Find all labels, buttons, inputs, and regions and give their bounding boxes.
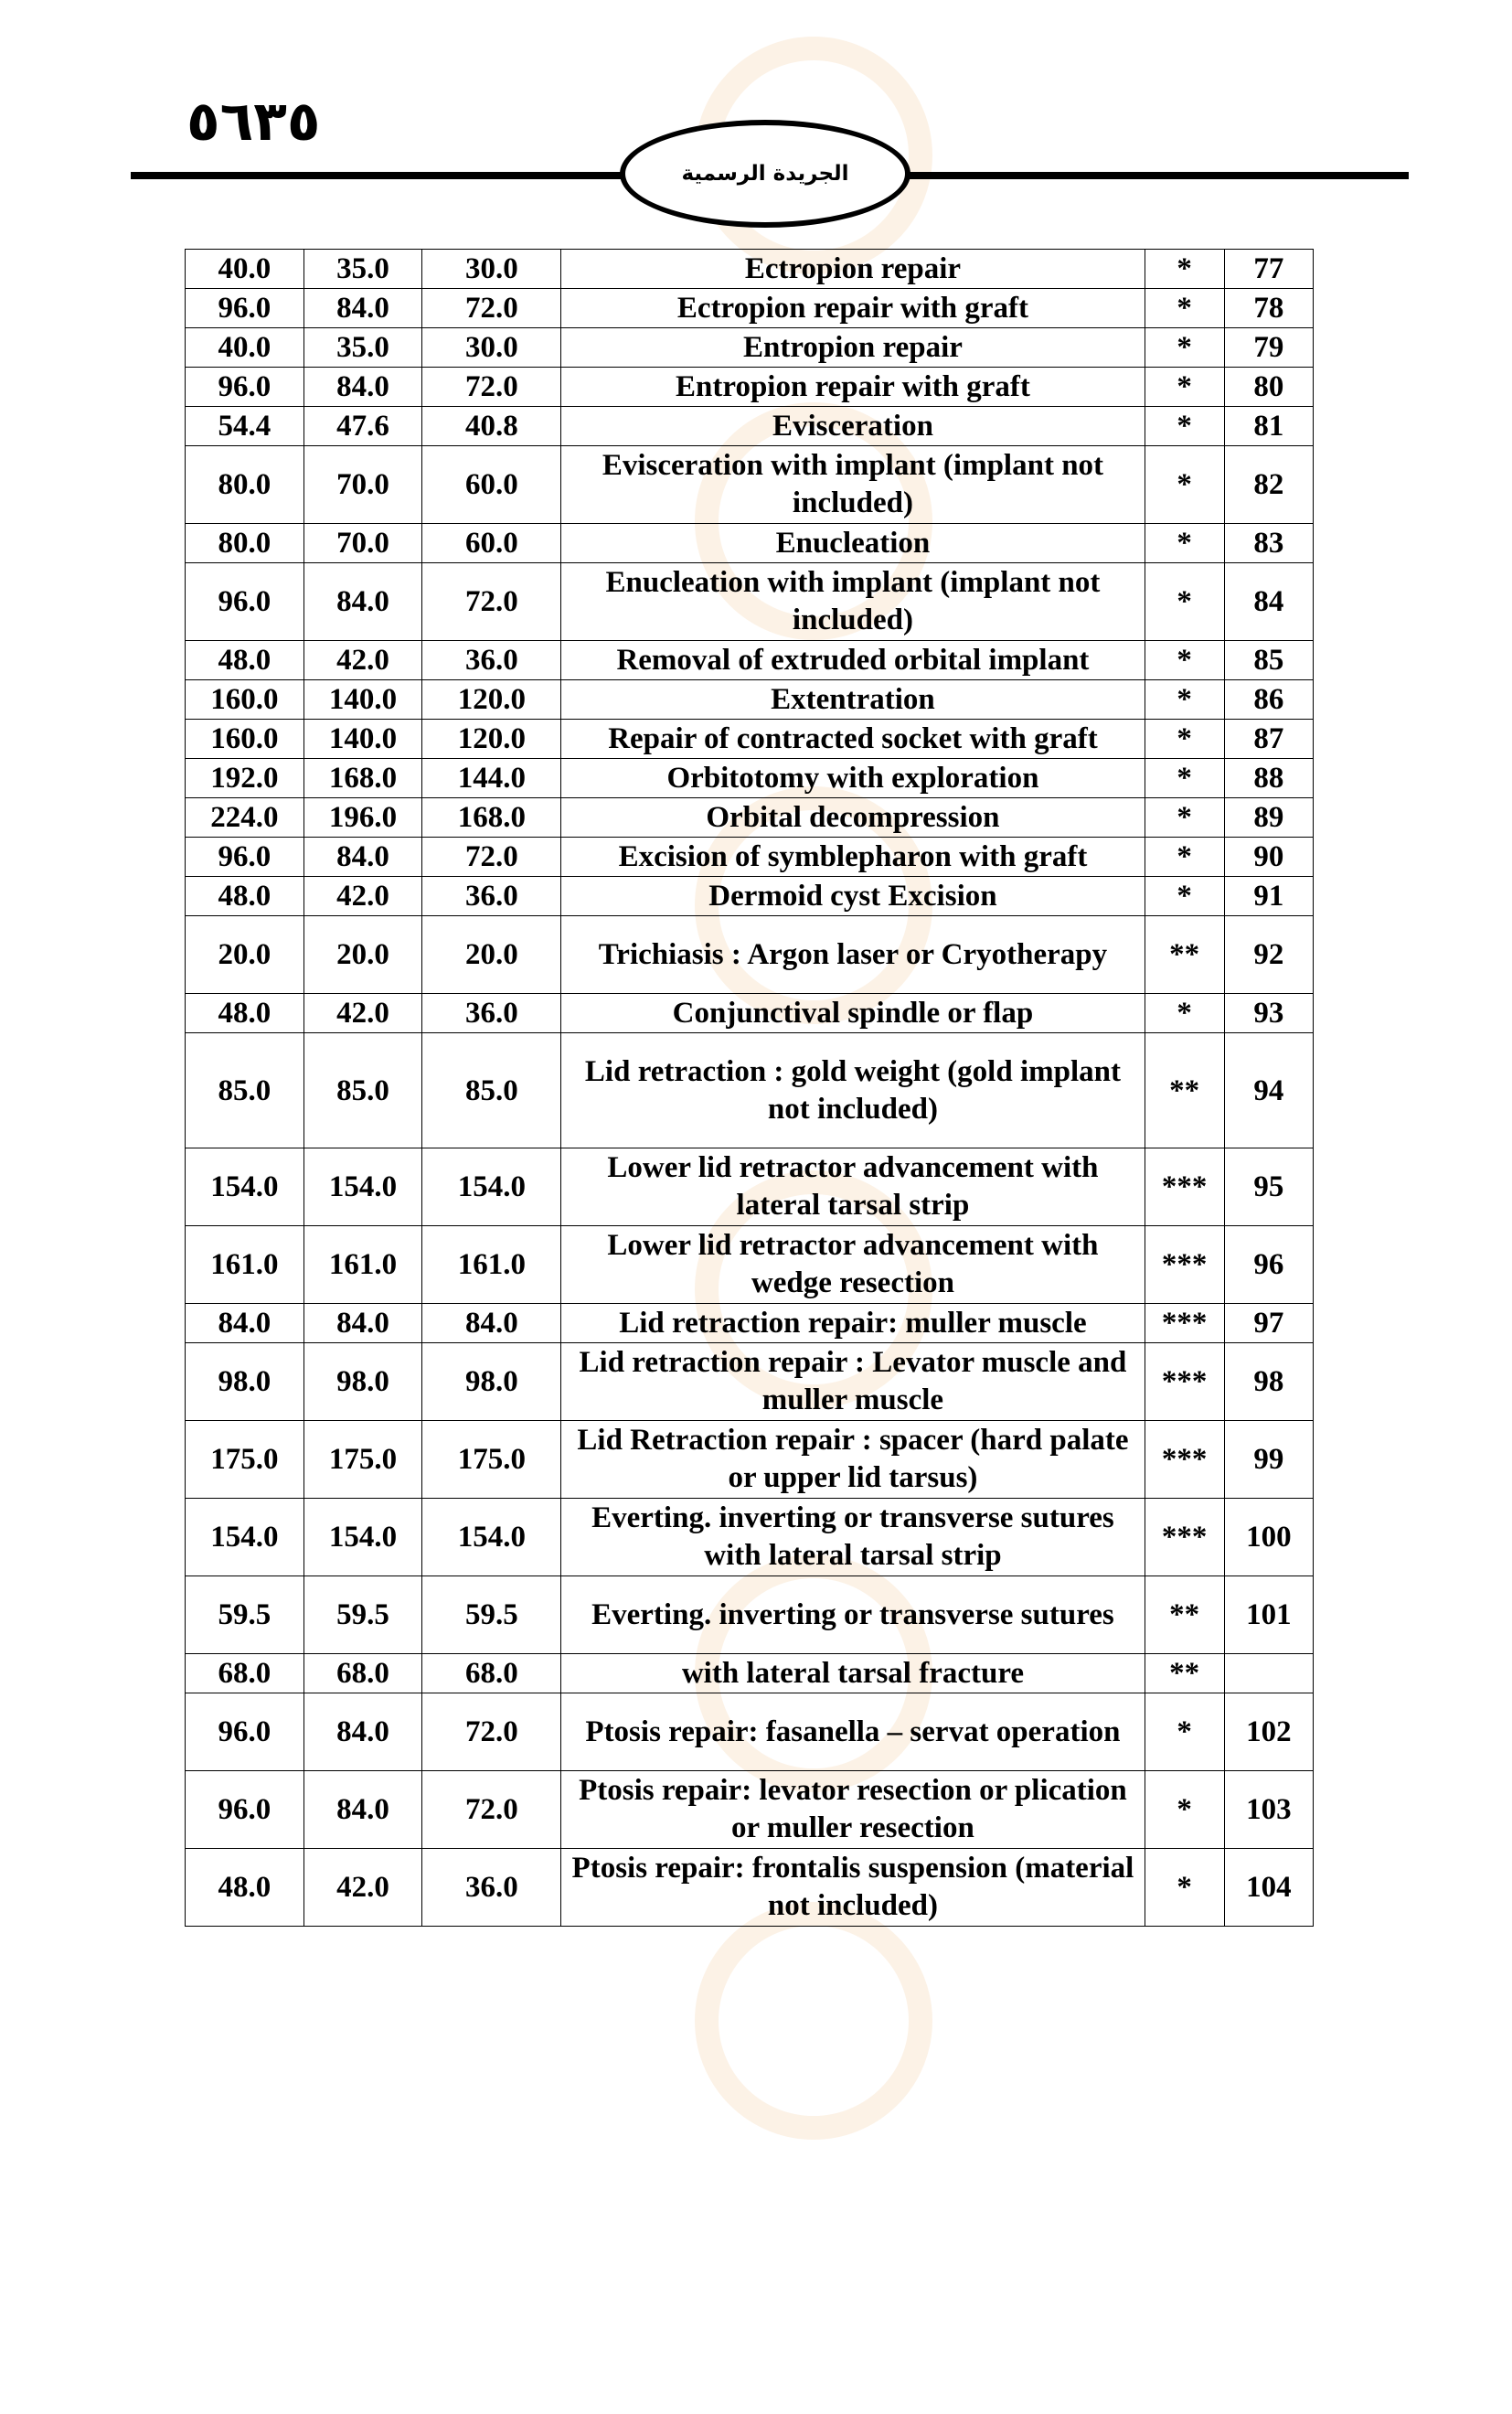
fee-cell-2: 168.0	[303, 759, 422, 798]
table-row	[186, 994, 1314, 1033]
category-mark: *	[1145, 524, 1224, 563]
table-row	[186, 1148, 1314, 1226]
item-number: 93	[1224, 994, 1313, 1033]
item-number: 82	[1224, 446, 1313, 524]
fee-cell-1: 192.0	[186, 759, 304, 798]
fee-cell-1: 96.0	[186, 368, 304, 407]
fee-cell-2: 42.0	[303, 1849, 422, 1927]
category-mark: *	[1145, 1693, 1224, 1771]
fee-cell-2: 196.0	[303, 798, 422, 838]
fee-table	[185, 249, 1314, 1927]
category-mark: **	[1145, 1654, 1224, 1693]
category-mark: *	[1145, 759, 1224, 798]
fee-cell-1: 68.0	[186, 1654, 304, 1693]
table-row	[186, 1693, 1314, 1771]
watermark-logo	[475, 1902, 1024, 2414]
fee-cell-2: 84.0	[303, 1771, 422, 1849]
fee-cell-3: 72.0	[422, 1771, 561, 1849]
fee-cell-2: 84.0	[303, 368, 422, 407]
fee-cell-3: 72.0	[422, 563, 561, 641]
fee-table-body	[186, 250, 1314, 1927]
fee-cell-2: 84.0	[303, 838, 422, 877]
fee-cell-2: 47.6	[303, 407, 422, 446]
category-mark: *	[1145, 641, 1224, 680]
procedure-name: Lid retraction repair: muller muscle	[561, 1304, 1145, 1343]
item-number: 102	[1224, 1693, 1313, 1771]
category-mark: *	[1145, 1849, 1224, 1927]
fee-cell-1: 175.0	[186, 1421, 304, 1499]
fee-cell-2: 154.0	[303, 1499, 422, 1576]
fee-cell-2: 20.0	[303, 916, 422, 994]
fee-cell-1: 59.5	[186, 1576, 304, 1654]
procedure-name: Lid retraction : gold weight (gold implant not included)	[561, 1033, 1145, 1148]
procedure-name: Ptosis repair: frontalis suspension (material not included)	[561, 1849, 1145, 1927]
fee-cell-3: 60.0	[422, 446, 561, 524]
item-number: 85	[1224, 641, 1313, 680]
table-row	[186, 1771, 1314, 1849]
fee-cell-2: 154.0	[303, 1148, 422, 1226]
item-number: 104	[1224, 1849, 1313, 1927]
procedure-name: Enucleation	[561, 524, 1145, 563]
item-number: 77	[1224, 250, 1313, 289]
fee-cell-3: 72.0	[422, 368, 561, 407]
fee-cell-3: 85.0	[422, 1033, 561, 1148]
table-row	[186, 407, 1314, 446]
fee-cell-1: 48.0	[186, 994, 304, 1033]
fee-cell-2: 85.0	[303, 1033, 422, 1148]
fee-cell-3: 161.0	[422, 1226, 561, 1304]
fee-cell-1: 84.0	[186, 1304, 304, 1343]
item-number: 83	[1224, 524, 1313, 563]
table-row	[186, 328, 1314, 368]
item-number: 90	[1224, 838, 1313, 877]
fee-cell-1: 96.0	[186, 563, 304, 641]
category-mark: *	[1145, 407, 1224, 446]
item-number	[1224, 1654, 1313, 1693]
fee-cell-1: 96.0	[186, 1693, 304, 1771]
item-number: 97	[1224, 1304, 1313, 1343]
category-mark: *	[1145, 446, 1224, 524]
procedure-name: Ectropion repair with graft	[561, 289, 1145, 328]
fee-cell-1: 160.0	[186, 680, 304, 720]
fee-cell-1: 80.0	[186, 524, 304, 563]
fee-cell-2: 161.0	[303, 1226, 422, 1304]
fee-cell-1: 96.0	[186, 289, 304, 328]
category-mark: *	[1145, 328, 1224, 368]
item-number: 96	[1224, 1226, 1313, 1304]
table-row	[186, 720, 1314, 759]
procedure-name: Repair of contracted socket with graft	[561, 720, 1145, 759]
fee-cell-2: 175.0	[303, 1421, 422, 1499]
table-row	[186, 641, 1314, 680]
item-number: 84	[1224, 563, 1313, 641]
item-number: 101	[1224, 1576, 1313, 1654]
fee-cell-3: 20.0	[422, 916, 561, 994]
fee-cell-1: 98.0	[186, 1343, 304, 1421]
fee-cell-3: 36.0	[422, 1849, 561, 1927]
fee-cell-2: 70.0	[303, 524, 422, 563]
category-mark: *	[1145, 994, 1224, 1033]
fee-cell-2: 68.0	[303, 1654, 422, 1693]
fee-cell-3: 59.5	[422, 1576, 561, 1654]
item-number: 98	[1224, 1343, 1313, 1421]
category-mark: ***	[1145, 1343, 1224, 1421]
table-row	[186, 877, 1314, 916]
table-row	[186, 680, 1314, 720]
table-row	[186, 1033, 1314, 1148]
table-row	[186, 759, 1314, 798]
item-number: 100	[1224, 1499, 1313, 1576]
table-row	[186, 1849, 1314, 1927]
category-mark: *	[1145, 877, 1224, 916]
procedure-name: Excision of symblepharon with graft	[561, 838, 1145, 877]
procedure-name: Lower lid retractor advancement with lateral tarsal strip	[561, 1148, 1145, 1226]
procedure-name: Ectropion repair	[561, 250, 1145, 289]
procedure-name: Ptosis repair: levator resection or plication or muller resection	[561, 1771, 1145, 1849]
category-mark: ***	[1145, 1421, 1224, 1499]
fee-cell-1: 154.0	[186, 1148, 304, 1226]
fee-cell-2: 84.0	[303, 563, 422, 641]
category-mark: ***	[1145, 1304, 1224, 1343]
fee-cell-3: 36.0	[422, 877, 561, 916]
fee-cell-3: 98.0	[422, 1343, 561, 1421]
procedure-name: Trichiasis : Argon laser or Cryotherapy	[561, 916, 1145, 994]
procedure-name: Lid retraction repair : Levator muscle and muller muscle	[561, 1343, 1145, 1421]
fee-cell-1: 48.0	[186, 641, 304, 680]
fee-cell-1: 20.0	[186, 916, 304, 994]
fee-cell-3: 154.0	[422, 1148, 561, 1226]
fee-cell-1: 161.0	[186, 1226, 304, 1304]
table-row	[186, 838, 1314, 877]
item-number: 87	[1224, 720, 1313, 759]
fee-cell-3: 72.0	[422, 838, 561, 877]
item-number: 95	[1224, 1148, 1313, 1226]
procedure-name: Orbital decompression	[561, 798, 1145, 838]
table-row	[186, 1226, 1314, 1304]
fee-cell-2: 140.0	[303, 720, 422, 759]
procedure-name: Everting. inverting or transverse sutures with lateral tarsal strip	[561, 1499, 1145, 1576]
item-number: 86	[1224, 680, 1313, 720]
fee-cell-2: 42.0	[303, 877, 422, 916]
category-mark: **	[1145, 916, 1224, 994]
category-mark: **	[1145, 1576, 1224, 1654]
procedure-name: Entropion repair with graft	[561, 368, 1145, 407]
fee-cell-3: 72.0	[422, 1693, 561, 1771]
fee-cell-3: 120.0	[422, 680, 561, 720]
category-mark: *	[1145, 368, 1224, 407]
item-number: 80	[1224, 368, 1313, 407]
procedure-name: Enucleation with implant (implant not included)	[561, 563, 1145, 641]
fee-cell-1: 48.0	[186, 877, 304, 916]
item-number: 89	[1224, 798, 1313, 838]
fee-cell-3: 36.0	[422, 641, 561, 680]
procedure-name: Dermoid cyst Excision	[561, 877, 1145, 916]
fee-cell-3: 68.0	[422, 1654, 561, 1693]
table-row	[186, 1304, 1314, 1343]
procedure-name: Evisceration with implant (implant not included)	[561, 446, 1145, 524]
fee-cell-3: 40.8	[422, 407, 561, 446]
fee-cell-2: 42.0	[303, 994, 422, 1033]
item-number: 91	[1224, 877, 1313, 916]
page-number: ٥٦٣٥	[186, 90, 321, 154]
fee-cell-2: 84.0	[303, 1304, 422, 1343]
category-mark: *	[1145, 798, 1224, 838]
fee-cell-1: 224.0	[186, 798, 304, 838]
procedure-name: Extentration	[561, 680, 1145, 720]
procedure-name: with lateral tarsal fracture	[561, 1654, 1145, 1693]
category-mark: *	[1145, 250, 1224, 289]
fee-cell-3: 168.0	[422, 798, 561, 838]
procedure-name: Everting. inverting or transverse sutures	[561, 1576, 1145, 1654]
fee-cell-2: 42.0	[303, 641, 422, 680]
fee-cell-1: 48.0	[186, 1849, 304, 1927]
fee-cell-3: 84.0	[422, 1304, 561, 1343]
fee-cell-1: 40.0	[186, 250, 304, 289]
fee-cell-2: 140.0	[303, 680, 422, 720]
fee-cell-2: 35.0	[303, 328, 422, 368]
procedure-name: Orbitotomy with exploration	[561, 759, 1145, 798]
table-row	[186, 1654, 1314, 1693]
table-row	[186, 1421, 1314, 1499]
item-number: 88	[1224, 759, 1313, 798]
fee-cell-3: 36.0	[422, 994, 561, 1033]
item-number: 92	[1224, 916, 1313, 994]
table-row	[186, 446, 1314, 524]
fee-cell-1: 96.0	[186, 838, 304, 877]
item-number: 78	[1224, 289, 1313, 328]
table-row	[186, 289, 1314, 328]
fee-cell-3: 30.0	[422, 328, 561, 368]
gazette-title-oval	[620, 120, 910, 228]
table-row	[186, 563, 1314, 641]
procedure-name: Lid Retraction repair : spacer (hard palate or upper lid tarsus)	[561, 1421, 1145, 1499]
item-number: 79	[1224, 328, 1313, 368]
category-mark: *	[1145, 720, 1224, 759]
item-number: 103	[1224, 1771, 1313, 1849]
category-mark: ***	[1145, 1226, 1224, 1304]
category-mark: *	[1145, 1771, 1224, 1849]
fee-cell-1: 160.0	[186, 720, 304, 759]
item-number: 94	[1224, 1033, 1313, 1148]
procedure-name: Entropion repair	[561, 328, 1145, 368]
procedure-name: Ptosis repair: fasanella – servat operation	[561, 1693, 1145, 1771]
table-row	[186, 916, 1314, 994]
fee-cell-2: 98.0	[303, 1343, 422, 1421]
table-row	[186, 1576, 1314, 1654]
table-row	[186, 524, 1314, 563]
fee-cell-3: 144.0	[422, 759, 561, 798]
fee-cell-3: 72.0	[422, 289, 561, 328]
fee-cell-3: 154.0	[422, 1499, 561, 1576]
item-number: 81	[1224, 407, 1313, 446]
fee-cell-1: 154.0	[186, 1499, 304, 1576]
fee-cell-2: 35.0	[303, 250, 422, 289]
fee-cell-1: 54.4	[186, 407, 304, 446]
table-row	[186, 1343, 1314, 1421]
fee-cell-3: 175.0	[422, 1421, 561, 1499]
category-mark: *	[1145, 563, 1224, 641]
fee-cell-1: 40.0	[186, 328, 304, 368]
category-mark: **	[1145, 1033, 1224, 1148]
fee-cell-2: 70.0	[303, 446, 422, 524]
fee-cell-1: 85.0	[186, 1033, 304, 1148]
table-row	[186, 1499, 1314, 1576]
procedure-name: Evisceration	[561, 407, 1145, 446]
category-mark: ***	[1145, 1499, 1224, 1576]
table-row	[186, 368, 1314, 407]
table-row	[186, 250, 1314, 289]
fee-cell-1: 96.0	[186, 1771, 304, 1849]
fee-cell-3: 30.0	[422, 250, 561, 289]
category-mark: *	[1145, 289, 1224, 328]
fee-cell-2: 59.5	[303, 1576, 422, 1654]
fee-cell-3: 60.0	[422, 524, 561, 563]
category-mark: *	[1145, 838, 1224, 877]
category-mark: *	[1145, 680, 1224, 720]
procedure-name: Conjunctival spindle or flap	[561, 994, 1145, 1033]
item-number: 99	[1224, 1421, 1313, 1499]
category-mark: ***	[1145, 1148, 1224, 1226]
fee-cell-3: 120.0	[422, 720, 561, 759]
fee-cell-2: 84.0	[303, 1693, 422, 1771]
fee-cell-1: 80.0	[186, 446, 304, 524]
procedure-name: Removal of extruded orbital implant	[561, 641, 1145, 680]
gazette-title: الجريدة الرسمية	[681, 162, 849, 186]
fee-cell-2: 84.0	[303, 289, 422, 328]
table-row	[186, 798, 1314, 838]
procedure-name: Lower lid retractor advancement with wedge resection	[561, 1226, 1145, 1304]
